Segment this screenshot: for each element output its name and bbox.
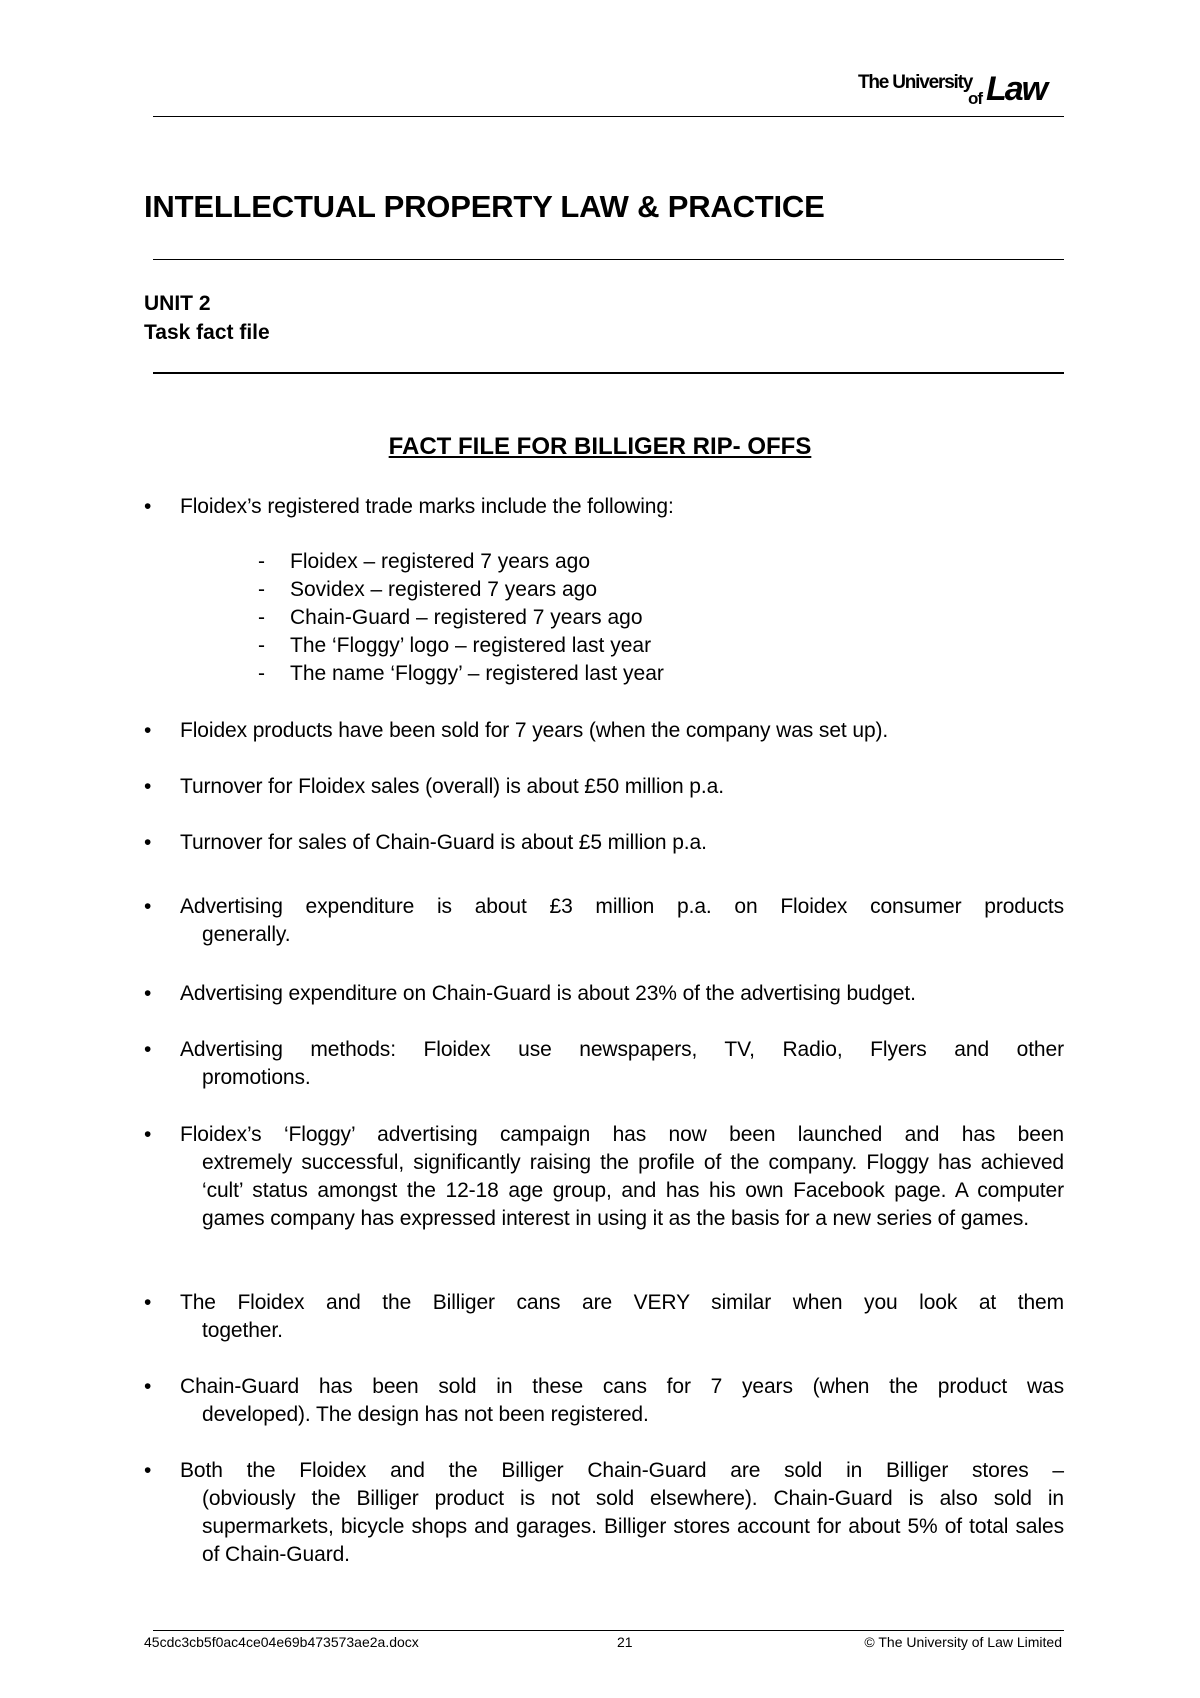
bullet-marker: • bbox=[144, 495, 152, 518]
trade-mark-text: Chain-Guard – registered 7 years ago bbox=[290, 606, 643, 629]
footer-page-number: 21 bbox=[617, 1634, 633, 1650]
trade-mark-item bbox=[258, 604, 664, 632]
trade-mark-text: The ‘Floggy’ logo – registered last year bbox=[290, 634, 652, 657]
dash-marker: - bbox=[258, 550, 265, 573]
bullet-marker: • bbox=[144, 982, 152, 1005]
unit-rule bbox=[153, 372, 1064, 374]
list-item-text: Floidex products have been sold for 7 years (when the company was set up). bbox=[180, 719, 889, 742]
trade-mark-list bbox=[258, 548, 664, 688]
list-item-continuation: generally. bbox=[202, 923, 291, 946]
list-item bbox=[144, 1373, 1064, 1429]
list-item bbox=[144, 893, 1064, 949]
trade-mark-item bbox=[258, 660, 664, 688]
bullet-marker: • bbox=[144, 1038, 152, 1061]
trade-mark-item bbox=[258, 576, 664, 604]
footer-rule bbox=[153, 1630, 1064, 1631]
trade-mark-text: Sovidex – registered 7 years ago bbox=[290, 578, 598, 601]
list-item bbox=[144, 773, 1064, 801]
university-logo bbox=[858, 68, 1064, 112]
fact-file-title: FACT FILE FOR BILLIGER RIP- OFFS bbox=[388, 433, 812, 460]
dash-marker: - bbox=[258, 606, 265, 629]
trade-mark-item bbox=[258, 632, 664, 660]
list-item-text: Both the Floidex and the Billiger Chain-Guard are sold in Billiger stores – bbox=[180, 1459, 1064, 1482]
unit-label: UNIT 2 bbox=[144, 292, 211, 315]
list-item-text: Floidex’s registered trade marks include the following: bbox=[180, 495, 674, 518]
list-item bbox=[144, 1036, 1064, 1092]
list-item bbox=[144, 1121, 1064, 1233]
bullet-marker: • bbox=[144, 1459, 152, 1482]
list-item-text: Advertising expenditure on Chain-Guard is about 23% of the advertising budget. bbox=[180, 982, 916, 1005]
dash-marker: - bbox=[258, 634, 265, 657]
logo-text-law: Law bbox=[986, 70, 1047, 108]
bullet-marker: • bbox=[144, 831, 152, 854]
dash-marker: - bbox=[258, 578, 265, 601]
list-item-text: Turnover for sales of Chain-Guard is about £5 million p.a. bbox=[180, 831, 707, 854]
list-item bbox=[144, 717, 1064, 745]
list-item-continuation: developed). The design has not been registered. bbox=[202, 1403, 649, 1426]
bullet-marker: • bbox=[144, 1291, 152, 1314]
bullet-marker: • bbox=[144, 895, 152, 918]
bullet-marker: • bbox=[144, 1375, 152, 1398]
bullet-marker: • bbox=[144, 775, 152, 798]
footer-filename: 45cdc3cb5f0ac4ce04e69b473573ae2a.docx bbox=[144, 1634, 419, 1650]
unit-subtitle: Task fact file bbox=[144, 321, 270, 344]
list-item bbox=[144, 1289, 1064, 1345]
header-rule bbox=[153, 116, 1064, 117]
list-item bbox=[144, 829, 1064, 857]
bullet-marker: • bbox=[144, 1123, 152, 1146]
list-item-text: Floidex’s ‘Floggy’ advertising campaign has now been launched and has been bbox=[180, 1123, 1064, 1146]
unit-block bbox=[144, 289, 270, 347]
dash-marker: - bbox=[258, 662, 265, 685]
trade-mark-text: Floidex – registered 7 years ago bbox=[290, 550, 590, 573]
document-title: INTELLECTUAL PROPERTY LAW & PRACTICE bbox=[144, 189, 825, 224]
list-item-continuation: promotions. bbox=[202, 1066, 311, 1089]
title-rule bbox=[153, 259, 1064, 260]
list-item bbox=[144, 980, 1064, 1008]
list-item bbox=[144, 493, 1064, 521]
list-item-text: Advertising methods: Floidex use newspapers, TV, Radio, Flyers and other bbox=[180, 1038, 1064, 1061]
list-item bbox=[144, 1457, 1064, 1569]
trade-mark-text: The name ‘Floggy’ – registered last year bbox=[290, 662, 664, 685]
logo-text-the-university: The University bbox=[858, 72, 973, 93]
list-item-text: Turnover for Floidex sales (overall) is about £50 million p.a. bbox=[180, 775, 724, 798]
bullet-marker: • bbox=[144, 719, 152, 742]
list-item-text: Chain-Guard has been sold in these cans for 7 years (when the product was bbox=[180, 1375, 1064, 1398]
list-item-continuation: together. bbox=[202, 1319, 283, 1342]
footer-copyright: © The University of Law Limited bbox=[864, 1634, 1062, 1650]
list-item-text: Advertising expenditure is about £3 million p.a. on Floidex consumer products bbox=[180, 895, 1064, 918]
list-item-continuation: (obviously the Billiger product is not sold elsewhere). Chain-Guard is also sold in supermarkets, bicycle shops and garages. Billiger stores account for about 5% of total sales of Chain-Guard. bbox=[202, 1487, 1064, 1566]
logo-text-of: of bbox=[968, 89, 983, 108]
trade-mark-item bbox=[258, 548, 664, 576]
list-item-text: The Floidex and the Billiger cans are VERY similar when you look at them bbox=[180, 1291, 1064, 1314]
list-item-continuation: extremely successful, significantly raising the profile of the company. Floggy has achieved ‘cult’ status amongst the 12-18 age group, and has his own Facebook page. A computer games company has expressed interest in using it as the basis for a new series of games. bbox=[202, 1151, 1064, 1230]
